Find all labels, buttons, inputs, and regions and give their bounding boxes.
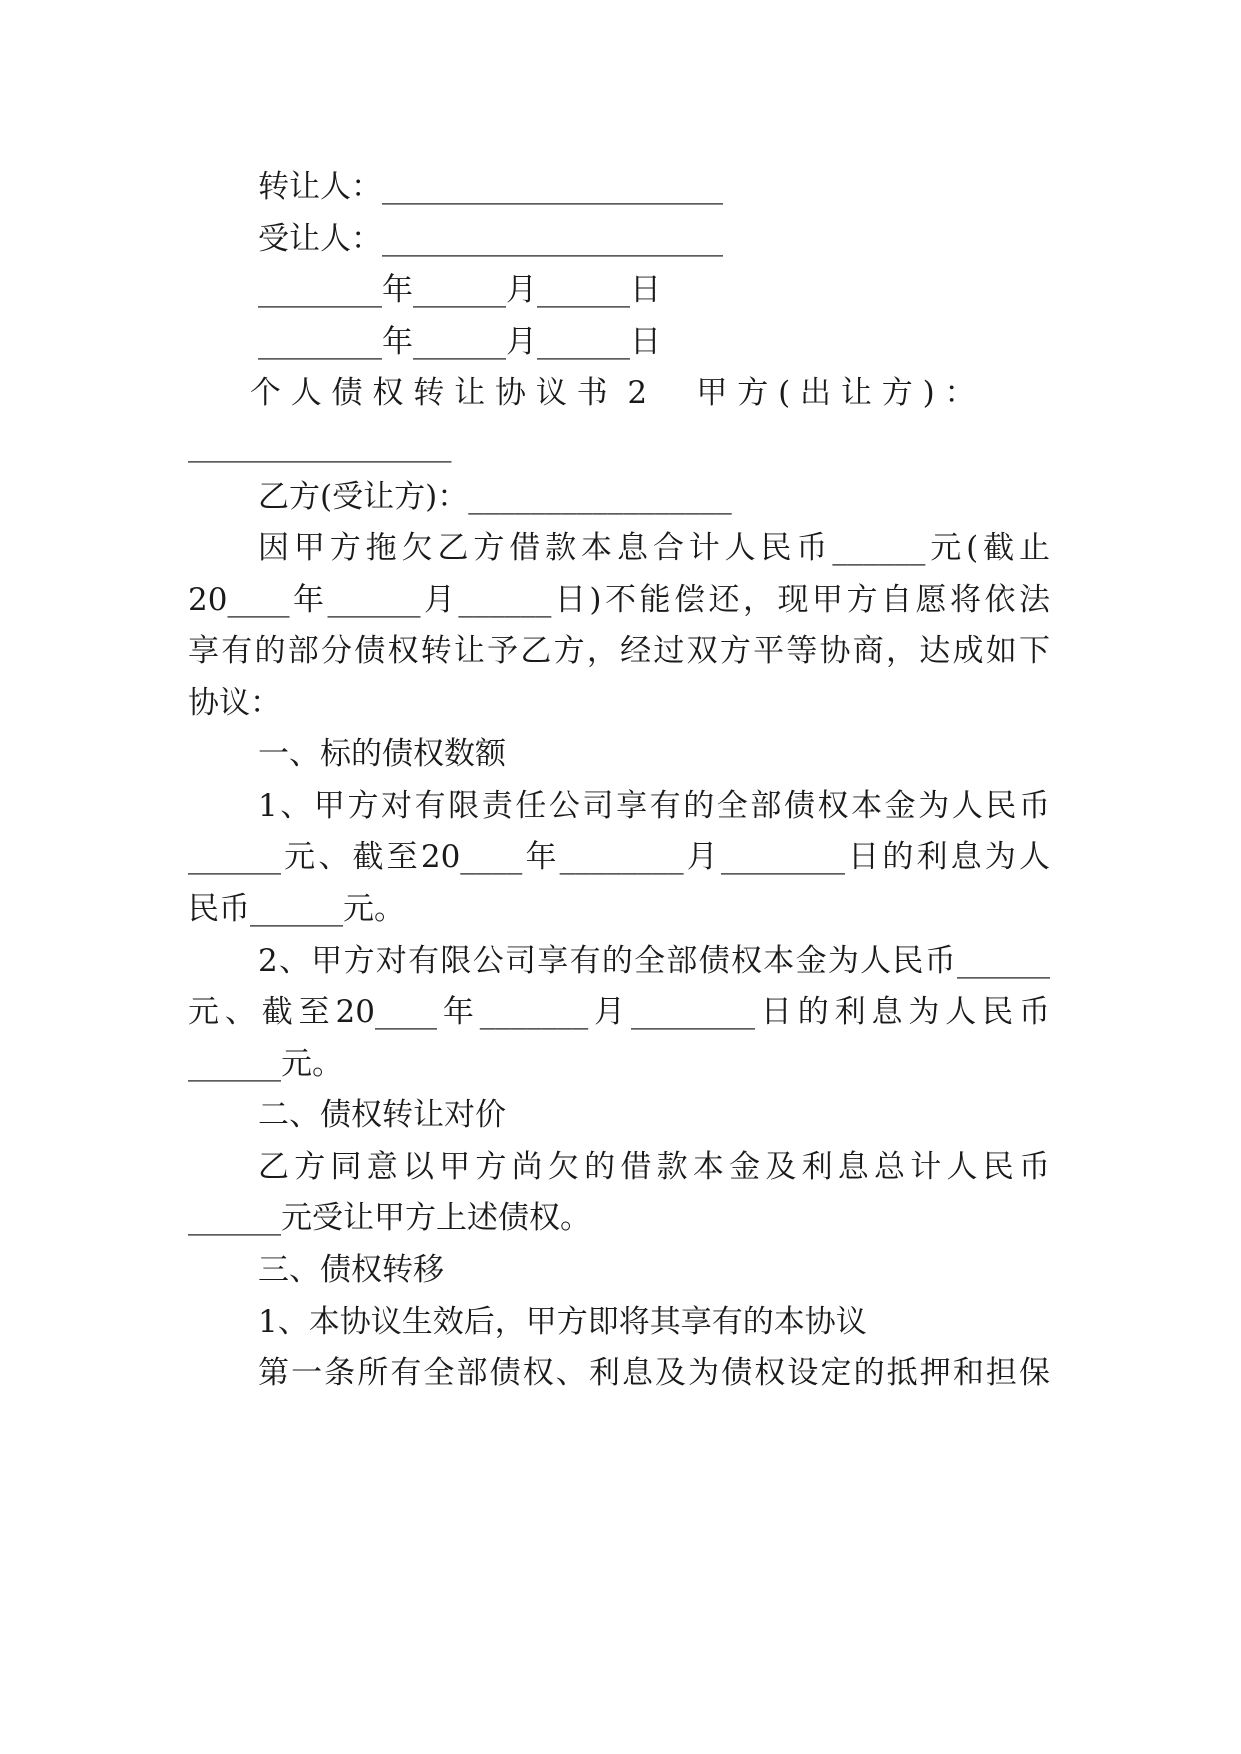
- transferee-signature-line: 受让人：______________________: [258, 221, 723, 257]
- section-heading-2: 二、债权转让对价: [258, 1097, 506, 1133]
- paragraph-line: 民币______元。: [188, 891, 405, 927]
- transferor-signature-line: 转让人：______________________: [258, 169, 723, 205]
- party-a-blank-line: _________________: [188, 427, 452, 463]
- paragraph-line: ______元受让甲方上述债权。: [188, 1200, 591, 1236]
- paragraph-line: 第一条所有全部债权、利息及为债权设定的抵押和担保: [258, 1355, 1050, 1391]
- paragraph-line: 2、甲方对有限公司享有的全部债权本金为人民币______: [258, 943, 1050, 979]
- paragraph-line: ______元、截至20____年________月________日的利息为人: [188, 839, 1050, 875]
- agreement-title-line: 个 人 债 权 转 让 协 议 书 2 甲 方 ( 出 让 方 ) ：: [240, 375, 976, 411]
- paragraph-line: ______元。: [188, 1046, 343, 1082]
- paragraph-line: 因甲方拖欠乙方借款本息合计人民币______元(截止: [258, 530, 1050, 566]
- paragraph-line: 协议：: [188, 685, 281, 721]
- paragraph-line: 20____年______月______日)不能偿还，现甲方自愿将依法: [188, 582, 1050, 618]
- section-heading-1: 一、标的债权数额: [258, 736, 506, 772]
- party-b-line: 乙方(受让方)：_________________: [258, 479, 732, 515]
- paragraph-line: 乙方同意以甲方尚欠的借款本金及利息总计人民币: [258, 1149, 1050, 1185]
- section-heading-3: 三、债权转移: [258, 1252, 444, 1288]
- paragraph-line: 享有的部分债权转让予乙方，经过双方平等协商，达成如下: [188, 633, 1050, 669]
- date-line-2: ________年______月______日: [258, 324, 661, 360]
- paragraph-line: 1、本协议生效后，甲方即将其享有的本协议: [258, 1304, 867, 1340]
- date-line-1: ________年______月______日: [258, 272, 661, 308]
- paragraph-line: 1、甲方对有限责任公司享有的全部债权本金为人民币: [258, 788, 1050, 824]
- paragraph-line: 元、截至20____年_______月________日的利息为人民币: [188, 994, 1050, 1030]
